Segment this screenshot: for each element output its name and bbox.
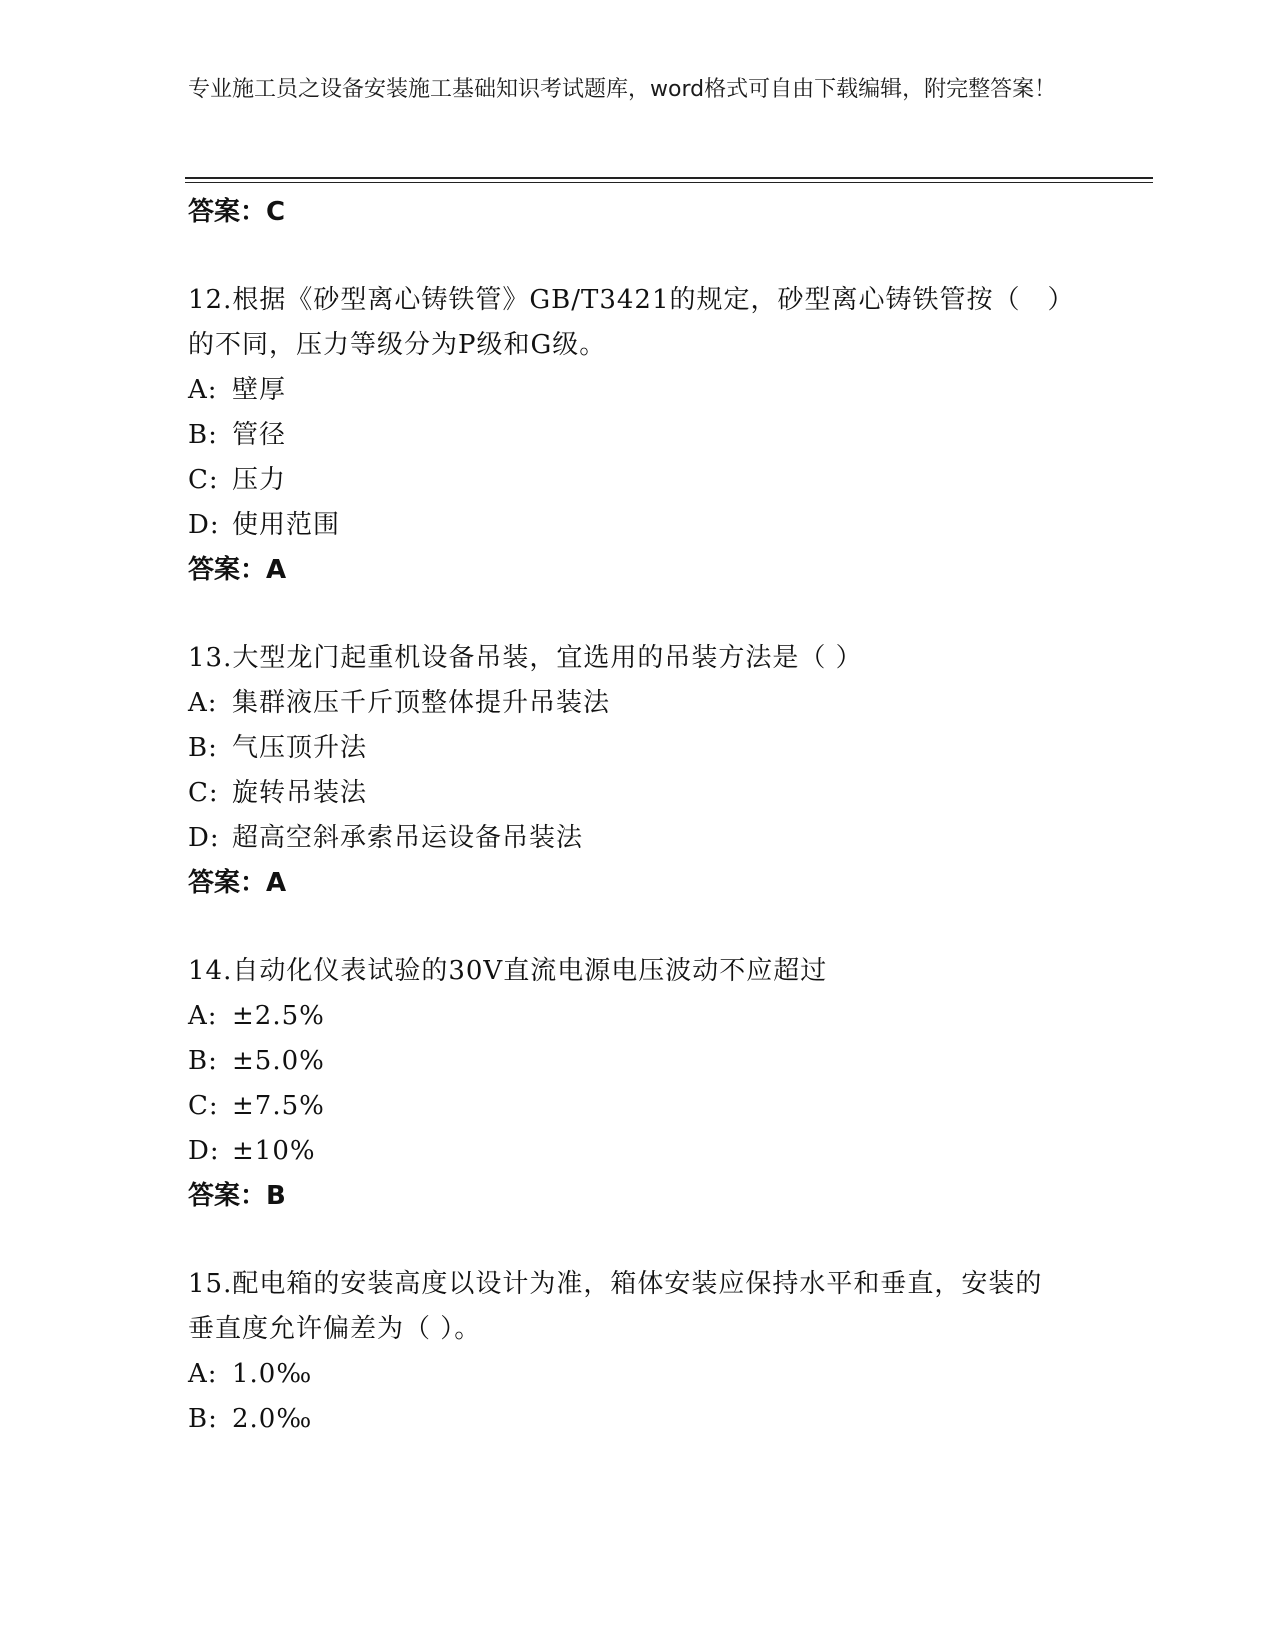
question-14 [188, 949, 1088, 1218]
option-key: C: [188, 778, 219, 808]
option-text: 2.0‰ [232, 1404, 313, 1434]
option-c [188, 1084, 1088, 1129]
option-b [188, 413, 1088, 458]
option-a [188, 994, 1088, 1039]
answer: 答案：A [188, 555, 287, 585]
option-key: D: [188, 510, 220, 540]
option-text: 气压顶升法 [232, 733, 368, 763]
option-key: A: [188, 688, 218, 718]
option-b [188, 1039, 1088, 1084]
option-text: ±5.0% [232, 1046, 325, 1076]
option-key: C: [188, 1091, 219, 1121]
option-a [188, 1352, 1088, 1397]
question-13 [188, 636, 1088, 905]
question-text: 12.根据《砂型离心铸铁管》GB/T3421的规定，砂型离心铸铁管按（ ）的不同，压力等级分为P级和G级。 [188, 285, 1062, 360]
option-text: 旋转吊装法 [232, 778, 368, 808]
option-key: D: [188, 823, 220, 853]
option-b [188, 1397, 1088, 1442]
option-d [188, 816, 1088, 861]
option-key: A: [188, 375, 218, 405]
option-text: 壁厚 [232, 375, 287, 405]
option-text: ±10% [232, 1136, 316, 1166]
option-c [188, 458, 1088, 503]
option-text: 压力 [232, 465, 287, 495]
option-key: C: [188, 465, 219, 495]
option-b [188, 726, 1088, 771]
page-header: 专业施工员之设备安装施工基础知识考试题库，word格式可自由下载编辑，附完整答案！ [188, 77, 1057, 102]
option-key: B: [188, 1046, 218, 1076]
option-text: 超高空斜承索吊运设备吊装法 [232, 823, 584, 853]
header-rule-thin [185, 182, 1153, 183]
option-key: B: [188, 733, 218, 763]
option-text: ±7.5% [232, 1091, 325, 1121]
option-d [188, 503, 1088, 548]
answer: 答案：B [188, 1181, 286, 1211]
option-key: A: [188, 1359, 218, 1389]
previous-answer: 答案：C [188, 197, 286, 227]
header-rule-thick [185, 177, 1153, 179]
option-key: B: [188, 1404, 218, 1434]
answer: 答案：A [188, 868, 287, 898]
option-key: A: [188, 1001, 218, 1031]
option-text: ±2.5% [232, 1001, 325, 1031]
option-a [188, 681, 1088, 726]
question-list [188, 190, 1088, 1442]
option-text: 使用范围 [232, 510, 341, 540]
option-key: D: [188, 1136, 220, 1166]
option-text: 管径 [232, 420, 287, 450]
question-text: 14.自动化仪表试验的30V直流电源电压波动不应超过 [188, 956, 828, 986]
question-15 [188, 1262, 1088, 1442]
question-text: 13.大型龙门起重机设备吊装，宜选用的吊装方法是（ ） [188, 643, 863, 673]
option-key: B: [188, 420, 218, 450]
option-c [188, 771, 1088, 816]
option-a [188, 368, 1088, 413]
question-text: 15.配电箱的安装高度以设计为准，箱体安装应保持水平和垂直，安装的垂直度允许偏差为（ ）。 [188, 1269, 1043, 1344]
option-d [188, 1129, 1088, 1174]
option-text: 1.0‰ [232, 1359, 313, 1389]
question-12 [188, 278, 1088, 592]
option-text: 集群液压千斤顶整体提升吊装法 [232, 688, 611, 718]
